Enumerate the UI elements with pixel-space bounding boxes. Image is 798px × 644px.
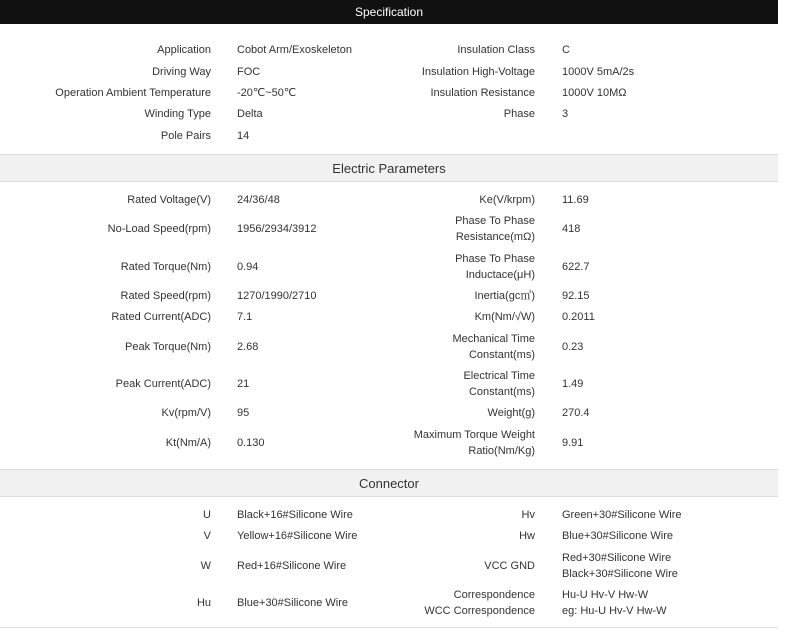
param-value: 622.7 — [562, 261, 590, 273]
electric-parameters-header — [0, 154, 778, 182]
param-key: No-Load Speed(rpm) — [107, 223, 211, 235]
connector-header — [0, 469, 778, 497]
spec-value: -20℃~50℃ — [237, 87, 297, 99]
param-value: 418 — [562, 223, 581, 235]
param-value: 0.23 — [562, 341, 584, 353]
wire-value: Hu-U Hv-V Hw-W eg: Hu-U Hv-V Hw-W — [562, 589, 667, 617]
wire-key: Hu — [196, 597, 211, 609]
electric-row — [0, 403, 778, 423]
param-value: 11.69 — [562, 194, 589, 206]
electric-row — [0, 286, 778, 306]
specification-title: Specification — [354, 5, 424, 19]
electric-row — [0, 426, 778, 460]
param-key: Rated Voltage(V) — [127, 194, 211, 206]
spec-row — [0, 104, 778, 124]
param-key: Rated Torque(Nm) — [120, 261, 211, 273]
connector-row — [0, 549, 778, 583]
spec-value: 14 — [237, 130, 250, 142]
specification-header — [0, 0, 778, 24]
param-key: Phase To Phase Inductace(μH) — [455, 253, 535, 281]
electric-parameters-title: Electric Parameters — [332, 160, 446, 176]
connector-row — [0, 505, 778, 525]
spec-key: Driving Way — [152, 66, 211, 78]
wire-key: Correspondence WCC Correspondence — [424, 589, 535, 617]
spec-value: 3 — [562, 108, 569, 120]
spec-key — [380, 126, 535, 146]
param-value: 0.2011 — [562, 311, 595, 323]
connector-title: Connector — [359, 475, 419, 491]
wire-key: W — [200, 560, 211, 572]
wire-value: Black+16#Silicone Wire — [237, 509, 353, 521]
spec-key: Insulation Class — [457, 44, 535, 56]
wire-key: V — [203, 530, 211, 542]
electric-row — [0, 330, 778, 364]
param-key: Kv(rpm/V) — [161, 407, 211, 419]
param-value: 1956/2934/3912 — [237, 223, 317, 235]
spec-value — [562, 126, 772, 146]
param-key: Weight(g) — [487, 407, 535, 419]
param-key: Peak Torque(Nm) — [125, 341, 211, 353]
wire-value: Red+30#Silicone Wire Black+30#Silicone Wire — [562, 552, 678, 580]
param-value: 1270/1990/2710 — [237, 290, 317, 302]
wire-value: Yellow+16#Silicone Wire — [237, 530, 358, 542]
spec-key: Insulation High-Voltage — [421, 66, 535, 78]
param-value: 21 — [237, 378, 250, 390]
spec-key: Insulation Resistance — [430, 87, 535, 99]
param-key: Mechanical Time Constant(ms) — [452, 333, 535, 361]
param-key: Inertia(gc㎡) — [474, 290, 535, 302]
param-key: Phase To Phase Resistance(mΩ) — [455, 215, 535, 243]
spec-value: Delta — [237, 108, 263, 120]
param-value: 24/36/48 — [237, 194, 280, 206]
spec-row — [0, 83, 778, 103]
spec-key: Application — [157, 44, 211, 56]
spec-key: Operation Ambient Temperature — [55, 87, 211, 99]
spec-value: C — [562, 44, 570, 56]
electric-row — [0, 212, 778, 246]
param-key: Rated Speed(rpm) — [120, 290, 211, 302]
param-value: 92.15 — [562, 290, 590, 302]
wire-key: VCC GND — [484, 560, 535, 572]
wire-value: Blue+30#Silicone Wire — [562, 530, 673, 542]
param-key: Km(Nm/√W) — [474, 311, 535, 323]
spec-key: Pole Pairs — [160, 130, 211, 142]
electric-row — [0, 307, 778, 327]
spec-value: Cobot Arm/Exoskeleton — [237, 44, 352, 56]
param-value: 270.4 — [562, 407, 590, 419]
spec-value: FOC — [237, 66, 261, 78]
wire-value: Blue+30#Silicone Wire — [237, 597, 348, 609]
connector-row — [0, 526, 778, 546]
spec-key: Phase — [503, 108, 535, 120]
param-value: 1.49 — [562, 378, 584, 390]
wire-key: U — [203, 509, 211, 521]
param-key: Rated Current(ADC) — [111, 311, 211, 323]
connector-row — [0, 586, 778, 620]
param-value: 0.130 — [237, 437, 265, 449]
wire-key: Hv — [521, 509, 535, 521]
electric-row — [0, 190, 778, 210]
spec-row — [0, 126, 778, 146]
bottom-divider — [0, 627, 778, 628]
param-value: 7.1 — [237, 311, 253, 323]
param-key: Ke(V/krpm) — [479, 194, 535, 206]
spec-row — [0, 62, 778, 82]
param-key: Maximum Torque Weight Ratio(Nm/Kg) — [413, 429, 535, 457]
spec-value: 1000V 5mA/2s — [562, 66, 635, 78]
param-value: 9.91 — [562, 437, 584, 449]
param-value: 95 — [237, 407, 250, 419]
param-value: 2.68 — [237, 341, 259, 353]
wire-key: Hw — [519, 530, 535, 542]
wire-value: Red+16#Silicone Wire — [237, 560, 347, 572]
electric-row — [0, 367, 778, 401]
param-value: 0.94 — [237, 261, 259, 273]
spec-key: Winding Type — [144, 108, 211, 120]
param-key: Kt(Nm/A) — [165, 437, 211, 449]
param-key: Electrical Time Constant(ms) — [463, 370, 535, 398]
spec-row — [0, 40, 778, 60]
spec-value: 1000V 10MΩ — [562, 87, 627, 99]
wire-value: Green+30#Silicone Wire — [562, 509, 682, 521]
electric-row — [0, 250, 778, 284]
param-key: Peak Current(ADC) — [115, 378, 211, 390]
